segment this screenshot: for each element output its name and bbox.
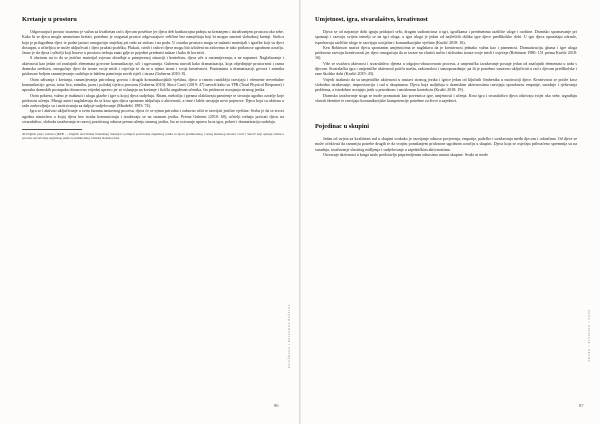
footnote-rule	[22, 129, 82, 130]
right-paragraph: Jedan od uvjeta za kvalitetan rad u skupini svakako je razvijanje odnosa povjerenja, empatije, podrške i uvažavanja među djecom i odraslima. Od djece se može očekivati da razumiju potrebe drugih te da svojim ponašanjem pridonose ugodnom ozračju u skupini. Djeca koja se osjećaju prihvaćeno spremnija su na suradnju, izražavanje vlastitog mišljenja i sudjelovanje u zajedničkim aktivnostima.	[315, 136, 577, 152]
left-paragraph: Igra se i aktivno uključivanje u svim fazama nastavnog procesa, djeca će se njima prirodno i zabavno učiti te razvijati jezične vještine. Svrha je da se stvori ugodna atmosfera u kojoj djeca bez straha komuniciraju i izražavaju se na stranom jeziku. Prema Guberni (2010: 60), učitelji trebaju poticati djecu na stvaralaštvo, slobodu izražavanja te razvoj pozitivnog odnosa prema učenju stranog jezika, što se ostvaruje upravo kroz igru, pokret i dramatizaciju sadržaja.	[22, 108, 284, 125]
left-side-label: KNJIŽEVNA I KULTURNA BAŠTINA	[288, 303, 291, 368]
section-heading-umjetnost: Umjetnost, igra, stvaralaštvo, kreativnost	[315, 16, 428, 23]
right-column	[315, 12, 577, 157]
left-paragraph: Osim pokreta, važno je istaknuti i ulogu glazbe i igre u kojoj djeca sudjeluju. Ritam, melodija i pjesma olakšavaju pamćenje te stvaraju ugodno ozračje koje pridonosi učenju. Mnogi autori naglašavaju da se kroz igru djeca spontano uključuju u aktivnosti, a time i lakše usvajaju nove pojmove. Djeca koja su aktivna u radu zadovoljnija su i motiviranija za daljnje sudjelovanje (Mardešić 1983: 74).	[22, 92, 284, 109]
right-paragraph: Više se uvažava aktivnost i stvaralaštvo djeteta u odgojno-obrazovnom procesu, a umjetničko izražavanje postaje jedan od značajnih elemenata u radu s djecom. Stvaralačka igra i umjetničke aktivnosti potiču maštu, radoznalost i samopouzdanje, pa ih je potrebno sustavno uključivati u rad s djecom predškolske i rane školske dobi (Krušić 2019: 43).	[315, 60, 577, 77]
left-page-number: 86	[274, 403, 279, 408]
section-heading-kretanje: Kretanje u prostoru	[22, 16, 77, 23]
right-side-label: KUĆA • PJEVANJE • DRAMA	[587, 310, 590, 363]
right-paragraph: Ken Robinson naziva djecu spontanim umjetnicima te naglašava da je kreativnost jednako važna kao i pismenost. Dramatizacija, gluma i igre uloga pridonose razvoju kreativnosti jer djeci omogućuju da se izraze na vlastiti način i slobodno izraze svoje misli i osjećaje (Robinson 1980: 151 prema Krušić 2018: 16).	[315, 44, 577, 61]
left-paragraph: Odgovarajući prostor izuzetno je važan za kvalitetan rad s djecom posebice jer djeca deb kratkotrajnu pažnju za kretanjem i istraživanjem prostora oko sebe. Kako bi se djeca mogla nesmetano kretati, potrebno je osigurati prostor odgovarajuće veličine bez namještaja koji bi mogao smetati slobodnoj kretnji. Stolica koja je prilagođena djeci te podni jastuci omogućuju smještaj pri radu za stolom i na podu. U ostatku prostora mogu se nalaziti materijali i igračke koji su djeci dostupni, a učiteljica se može uključivati i djeci pružati podršku. Plakati, crteži i radovi djece mogu biti izloženi na zidovima te tako pridonose ugodnom ozračju. Jasno je da djeca i učitelji koji borave u prostoru trebaju znati gdje se pojedini predmeti nalaze i kako ih koristiti.	[22, 29, 284, 56]
right-page-number: 87	[579, 403, 584, 408]
right-paragraph: Ostvaruje aktivnosti u kruga malo predstavlja pripremljenim odnosima unutar skupine. Svaki se može	[323, 152, 489, 158]
left-paragraph: S obzirom na to da se jezično materijal svjesno obrađuje u primjerenoj situaciji i kontekstu, djeca uče u razumijevanju, a ne napamet. Naglašavanje i aktivnosti kao jedan od značajnih elemenata govorne komunikacije, uči i ugovaranja. Gubernu navodi kako dramatizacija, koja objedinjuje prostornost i razna dramska sredstva, omogućuje djeci da izraze svoje misli i osjećaje te da se u njima izrazi i svoja kreativnost. Pantomima u dramatizaciji govora i mimika pridonose boljem razumijevanju sadržaja te lakšem pamćenju novih riječi i izraza (Guberna 2010: 8).	[22, 55, 284, 77]
left-column	[22, 12, 284, 141]
right-paragraph: Vrijedi istaknuti da su umjetničke aktivnosti u nastavi stranog jezika i igrice jedan od ključnih čimbenika u motivaciji djece. Kreativnost se potiče kroz slobodno izražavanje, improvizaciju i rad u skupinama. Djeca koja sudjeluju u dramskim aktivnostima razvijaju sposobnost empatije, suradnje i rješavanja problema, a istodobno usvajaju jezik u prirodnom i smislenom kontekstu (Krušić 2018: 19).	[315, 76, 577, 93]
right-paragraph: Djeca se od najranije dobi igraju pridajući sebi, drugim sudionicima u igri, igračkama i predmetima različite uloge i osobine. Dramsko spoznavanje pri spoznaji i razvoju svijeta temelji se na igri uloga, a igra uloga je jedan od najčešćih oblika igre djece predškolske dobi. U igri djeca oponašaju odrasle, isprobavaju različite uloge te razvijaju socijalne i komunikacijske vještine (Krušić 2018: 16).	[315, 29, 577, 45]
left-page	[0, 0, 299, 424]
footnote: 40 English plays website (IKPB — English and Drama Workshop) materijal i primjeri poučavanja engleskog jezika za djecu predškolskog i ranog školskog uzrasta; Curić i Skočić koji opisuju razinu u procesu ostvarivanja engleskog jezika u predškolskoj i mlađoj školskoj dobi.	[22, 132, 284, 141]
right-paragraph: Dramsko izražavanje stoga se može promatrati kao poveznica igre, umjetnosti i učenja. Kroz igru i stvaralaštvo djeca otkrivaju svijet oko sebe, izgrađuju vlastiti identitet te razvijaju komunikacijske kompetencije potrebne za život u zajednici.	[315, 92, 577, 103]
left-paragraph: Osim uživanja i kretanja, razumijevanja prirodnog govora i drugih komunikacijskih vještina, djeca u ranom razdoblju razvijaju i elemente neverbalne komunikacije: gestu, izraz lica, mimiku, pozu i položaj tijela u prostoru (Guberna 2010). Skoci Curić (2019: 47) navodi kako su TPR (Total Physical Response) i uporaba dramskih postupaka obrazovno vrijedni upravo jer se oslanjaju na kretanje i fizički angažman učenika, što pridonosi usvajanju stranog jezika.	[22, 76, 284, 93]
right-page	[301, 0, 600, 424]
section-heading-pojedinac: Pojedinac u skupini	[315, 123, 369, 131]
